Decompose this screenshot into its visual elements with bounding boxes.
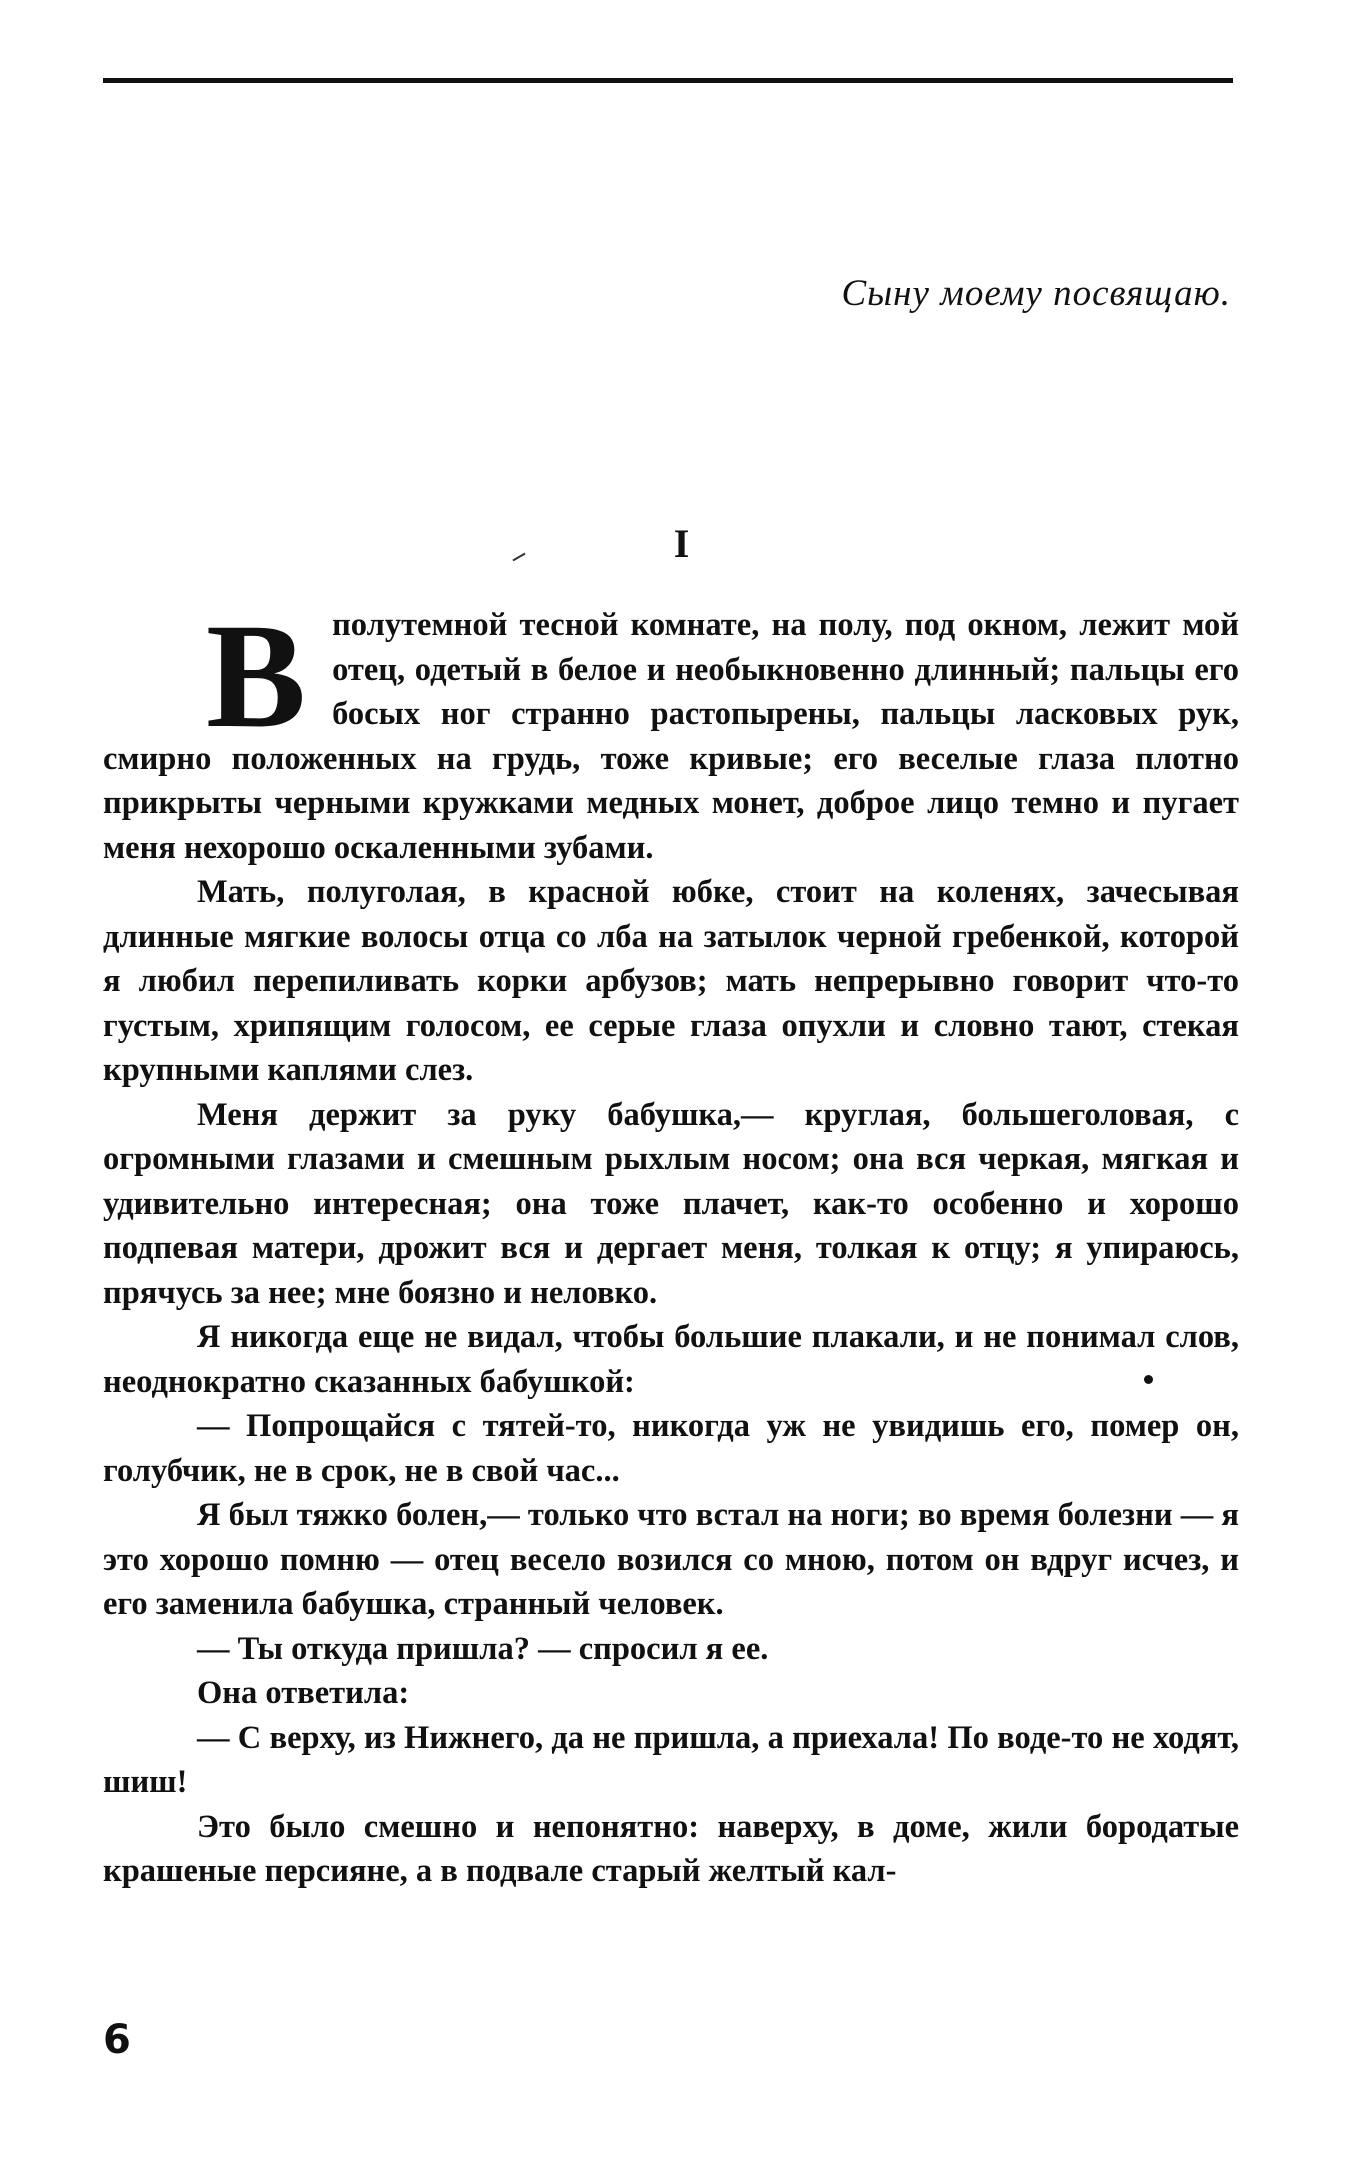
paragraph: Это было смешно и непонятно: наверху, в доме, жили бородатые крашеные персияне, а в подвале старый желтый кал- (103, 1808, 1239, 1889)
paragraph: — Ты откуда пришла? — спросил я ее. (197, 1630, 769, 1667)
top-rule (103, 78, 1233, 83)
paragraph: Меня держит за руку бабушка,— круглая, большеголовая, с огромными глазами и смешным рыхлым носом; она вся черкая, мягкая и удивительно интересная; она тоже плачет, как-то особенно и хорошо подпевая матери, дрожит вся и дергает меня, толкая к отцу; я упираюсь, прячусь за нее; мне боязно и неловко. (103, 1096, 1239, 1311)
paragraph: Мать, полуголая, в красной юбке, стоит на коленях, зачесывая длинные мягкие волосы отца со лба на затылок черной гребенкой, которой я любил перепиливать корки арбузов; мать непрерывно говорит что-то густым, хрипящим голосом, ее серые глаза опухли и словно тают, стекая крупными каплями слез. (103, 874, 1239, 1088)
body-text (103, 593, 1239, 1894)
paragraph (103, 593, 1239, 870)
page-number: 6 (103, 2017, 131, 2063)
chapter-number: I (673, 521, 690, 566)
drop-cap: В (206, 593, 307, 759)
paragraph: — С верху, из Нижнего, да не пришла, а приехала! По воде-то не ходят, шиш! (103, 1719, 1239, 1800)
paragraph: Я был тяжко болен,— только что встал на ноги; во время болезни — я это хорошо помню — отец весело возился со мною, потом он вдруг исчез, и его заменила бабушка, странный человек. (103, 1497, 1239, 1622)
paragraph: Я никогда еще не видал, чтобы большие плакали, и не понимал слов, неоднократно сказанных бабушкой: (103, 1319, 1239, 1400)
stray-print-dot (1144, 1375, 1153, 1384)
epigraph-dedication: Сыну моему посвящаю. (841, 273, 1231, 314)
paragraph-text: полутемной тесной комнате, на полу, под окном, лежит мой отец, одетый в белое и необыкновенно длинный; пальцы его босых ног странно растопырены, пальцы ласковых рук, смирно положенных на грудь, тоже кривые; его веселые глаза плотно прикрыты черными кружками медных монет, доброе лицо темно и пугает меня нехорошо оскаленными зубами. (103, 607, 1239, 866)
paragraph: Она ответила: (197, 1675, 410, 1711)
paragraph: — Попрощайся с тятей-то, никогда уж не увидишь его, помер он, голубчик, не в срок, не в свой час... (103, 1408, 1239, 1489)
